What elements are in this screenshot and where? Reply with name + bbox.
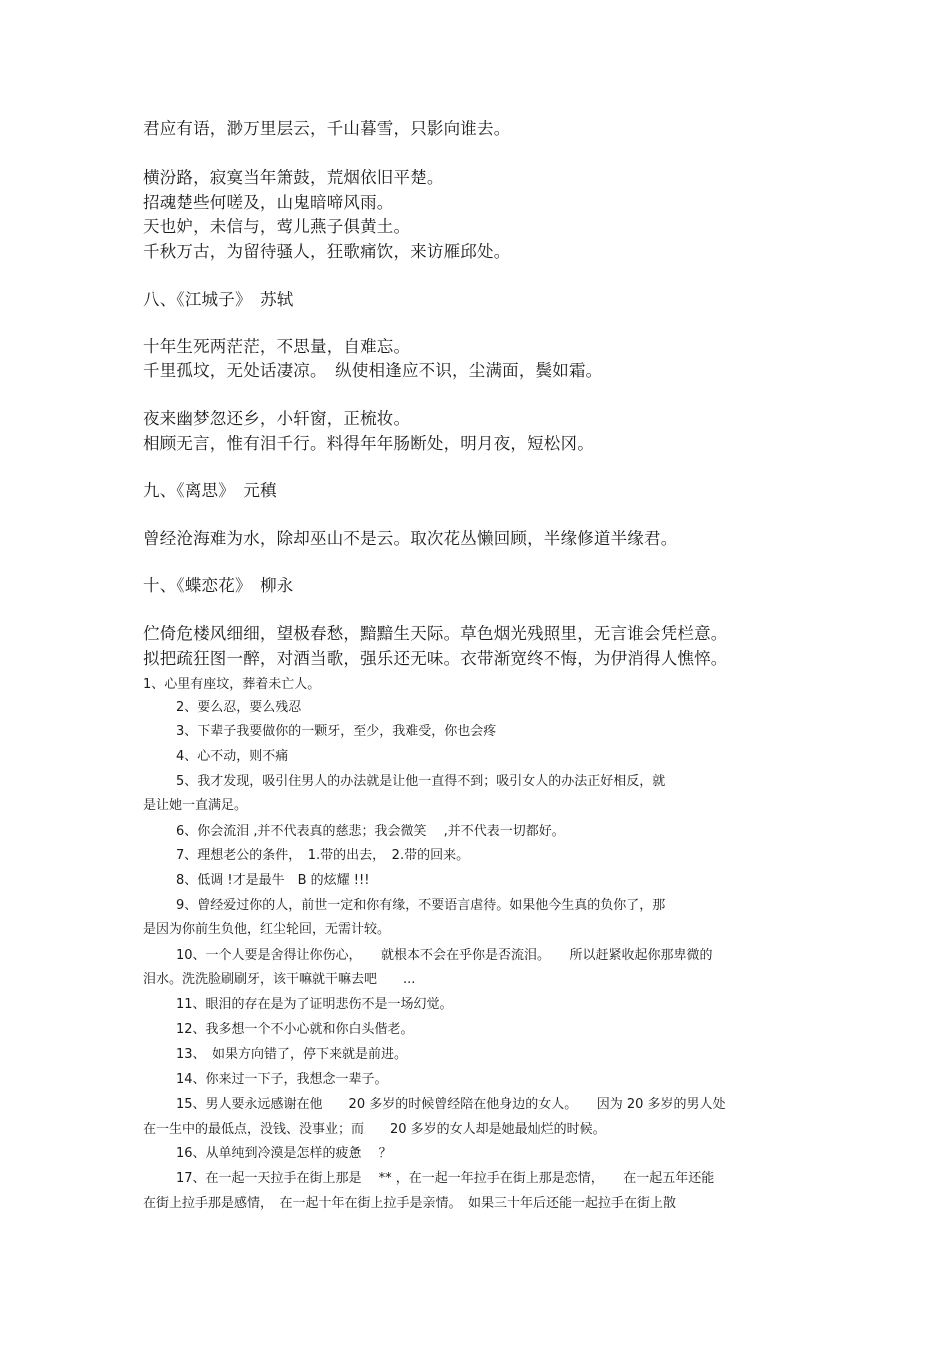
quote-line: 10、一个人要是舍得让你伤心， 就根本不会在乎你是否流泪。 所以赶紧收起你那卑微的 xyxy=(176,948,713,963)
poem-line: 曾经沧海难为水，除却巫山不是云。取次花丛懒回顾，半缘修道半缘君。 xyxy=(143,529,678,548)
quote-line: 12、我多想一个不小心就和你白头偕老。 xyxy=(176,1022,414,1037)
quote-line: 13、 如果方向错了，停下来就是前进。 xyxy=(176,1047,408,1062)
quote-line: 8、低调 !才是最牛 B 的炫耀 !!! xyxy=(176,873,370,888)
poem-line: 夜来幽梦忽还乡，小轩窗，正梳妆。 xyxy=(143,409,411,428)
quote-line: 在一生中的最低点，没钱、没事业；而 20 多岁的女人却是她最灿烂的时候。 xyxy=(143,1122,606,1137)
quote-line: 在街上拉手那是感情， 在一起十年在街上拉手是亲情。 如果三十年后还能一起拉手在街上散 xyxy=(143,1196,677,1211)
quote-line: 14、你来过一下子，我想念一辈子。 xyxy=(176,1072,388,1087)
quote-line: 是让她一直满足。 xyxy=(143,798,248,813)
quote-line: 是因为你前生负他，红尘轮回，无需计较。 xyxy=(143,922,391,937)
quote-line: 17、在一起一天拉手在街上那是 ** ，在一起一年拉手在街上那是恋情， 在一起五年还能 xyxy=(176,1171,715,1186)
poem-line: 十年生死两茫茫，不思量，自难忘。 xyxy=(143,337,411,356)
poem-line: 拟把疏狂图一醉，对酒当歌，强乐还无味。衣带渐宽终不悔，为伊消得人憔悴。 xyxy=(143,649,728,668)
quote-line: 9、曾经爱过你的人，前世一定和你有缘，不要语言虐待。如果他今生真的负你了，那 xyxy=(176,898,666,913)
quote-line: 16、从单纯到冷漠是怎样的疲惫 ？ xyxy=(176,1146,392,1161)
quote-line: 15、男人要永远感谢在他 20 多岁的时候曾经陪在他身边的女人。 因为 20 多岁的男人处 xyxy=(176,1097,726,1112)
poem-line: 相顾无言，惟有泪千行。料得年年肠断处，明月夜，短松冈。 xyxy=(143,434,594,453)
poem-line: 千秋万古，为留待骚人，狂歌痛饮，来访雁邱处。 xyxy=(143,242,511,261)
section-heading: 八、《江城子》 苏轼 xyxy=(143,290,294,309)
quote-line: 2、要么忍，要么残忍 xyxy=(176,700,302,715)
section-heading: 十、《蝶恋花》 柳永 xyxy=(143,576,294,595)
poem-line: 招魂楚些何嗟及，山鬼暗啼风雨。 xyxy=(143,193,394,212)
quote-line: 6、你会流泪 ,并不代表真的慈悲；我会微笑 ,并不代表一切都好。 xyxy=(176,824,565,839)
poem-line: 天也妒，未信与，莺儿燕子俱黄土。 xyxy=(143,217,411,236)
quote-line: 7、理想老公的条件， 1.带的出去， 2.带的回来。 xyxy=(176,848,470,863)
quote-line: 11、眼泪的存在是为了证明悲伤不是一场幻觉。 xyxy=(176,997,453,1012)
quote-line: 5、我才发现，吸引住男人的办法就是让他一直得不到；吸引女人的办法正好相反，就 xyxy=(176,774,666,789)
quote-line: 1、心里有座坟，葬着未亡人。 xyxy=(143,677,321,692)
quote-line: 4、心不动，则不痛 xyxy=(176,749,289,764)
poem-line: 伫倚危楼风细细，望极春愁，黯黯生天际。草色烟光残照里，无言谁会凭栏意。 xyxy=(143,624,728,643)
poem-line: 横汾路，寂寞当年箫鼓，荒烟依旧平楚。 xyxy=(143,168,444,187)
poem-line: 千里孤坟，无处话凄凉。 纵使相逢应不识，尘满面，鬓如霜。 xyxy=(143,361,603,380)
section-heading: 九、《离思》 元稹 xyxy=(143,481,277,500)
poem-line: 君应有语，渺万里层云，千山暮雪，只影向谁去。 xyxy=(143,119,511,138)
quote-line: 3、下辈子我要做你的一颗牙，至少，我难受，你也会疼 xyxy=(176,724,497,739)
quote-line: 泪水。洗洗脸刷刷牙，该干嘛就干嘛去吧 ... xyxy=(143,972,416,987)
